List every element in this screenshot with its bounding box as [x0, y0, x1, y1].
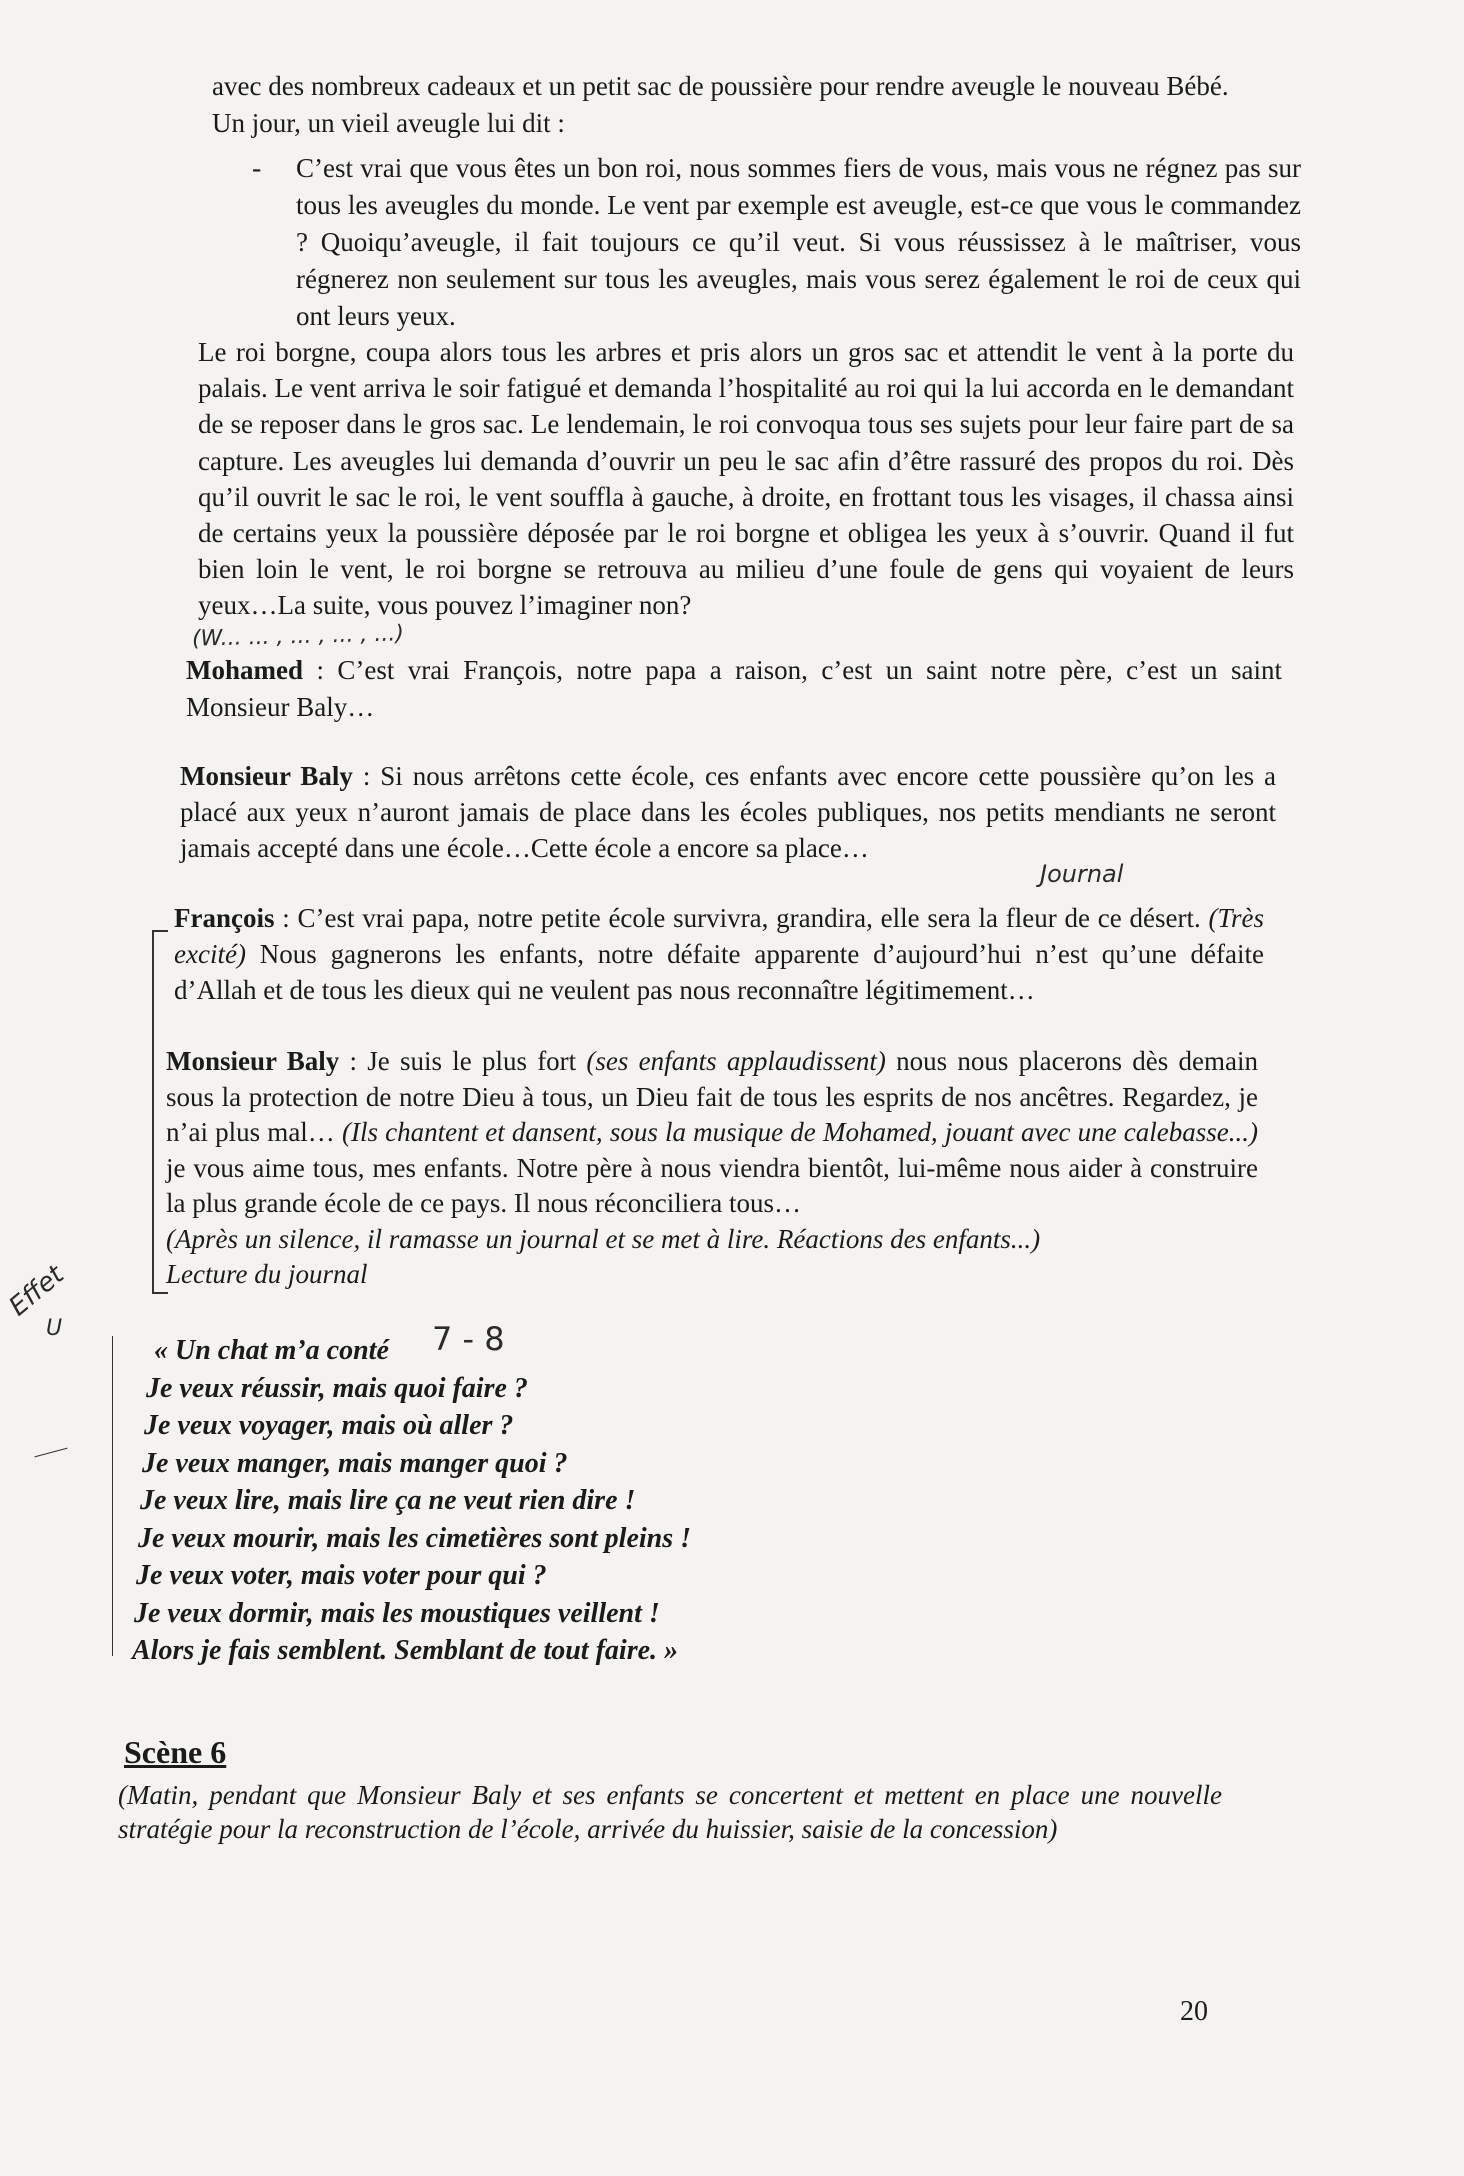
poem-line: Je veux dormir, mais les moustiques veillent !: [134, 1597, 660, 1629]
baly-line-2c: je vous aime tous, mes enfants. Notre père à nous viendra bientôt, lui-même nous aider à construire la plus grande école de ce pays. Il nous réconciliera tous…: [166, 1152, 1258, 1218]
bracket-tick-top: [152, 930, 168, 932]
poem-line: Je veux réussir, mais quoi faire ?: [146, 1372, 528, 1404]
poem-line: Alors je fais semblent. Semblant de tout faire. »: [132, 1635, 679, 1666]
stage-direction: (ses enfants applaudissent): [586, 1046, 886, 1076]
handwritten-effect: Effet: [3, 1259, 70, 1323]
scene-title: Scène 6: [124, 1734, 227, 1770]
stage-direction: (Très excité): [174, 903, 1264, 969]
stage-direction: (Ils chantent et dansent, sous la musique de Mohamed, jouant avec une calebasse...): [341, 1117, 1258, 1147]
speaker-francois: François: [174, 903, 275, 933]
handwritten-journal: Journal: [1040, 860, 1124, 888]
handwritten-7-8: 7 - 8: [432, 1320, 505, 1358]
poem-line: Je veux mourir, mais les cimetières sont pleins !: [138, 1522, 692, 1554]
mohamed-line: : C’est vrai François, notre papa a raison, c’est un saint notre père, c’est un saint Monsieur Baly…: [186, 655, 1282, 722]
francois-line-2: Nous gagnerons les enfants, notre défaite apparente d’aujourd’hui n’est qu’une défaite d’Allah et de tous les dieux qui ne veulent pas nous reconnaître légitimement…: [174, 939, 1264, 1005]
intro-line: avec des nombreux cadeaux et un petit sac de poussière pour rendre aveugle le nouveau Bébé.: [212, 71, 1229, 101]
poem-block: [132, 1332, 832, 1670]
dialogue-baly-2: [166, 1044, 1258, 1293]
margin-bracket-2: [112, 1336, 113, 1656]
francois-line-1: : C’est vrai papa, notre petite école survivra, grandira, elle sera la fleur de ce désert.: [274, 903, 1209, 933]
paragraph-intro: [212, 68, 1312, 142]
stage-direction: (Après un silence, il ramasse un journal et se met à lire. Réactions des enfants...): [166, 1223, 1041, 1254]
intro-line-2: Un jour, un vieil aveugle lui dit :: [212, 108, 565, 138]
margin-bracket-1: [152, 930, 154, 1294]
dialogue-francois: [174, 900, 1264, 1008]
speaker-baly: Monsieur Baly: [180, 761, 353, 791]
margin-dash: [34, 1448, 67, 1458]
baly-line-2b: nous nous placerons dès demain sous la protection de notre Dieu à tous, un Dieu fait de tous les esprits de nos ancêtres. Regardez, je n’ai plus mal…: [166, 1046, 1258, 1147]
blind-man-quote: C’est vrai que vous êtes un bon roi, nous sommes fiers de vous, mais vous ne régnez pas sur tous les aveugles du monde. Le vent par exemple est aveugle, est-ce que vous le commandez ? Quoiqu’aveugle, il fait toujours ce qu’il veut. Si vous réussissez à le maîtriser, vous régnerez non seulement sur tous les aveugles, mais vous serez également le roi de ceux qui ont leurs yeux.: [296, 153, 1301, 331]
baly-line-2a: : Je suis le plus fort: [339, 1046, 587, 1076]
poem-line: Je veux voyager, mais où aller ?: [144, 1410, 514, 1441]
poem-line: « Un chat m’a conté: [154, 1335, 389, 1366]
poem-line: Je veux lire, mais lire ça ne veut rien dire !: [140, 1485, 636, 1516]
page-number: 20: [1180, 1996, 1208, 2027]
stage-direction: Lecture du journal: [166, 1259, 368, 1289]
baly-line-1: : Si nous arrêtons cette école, ces enfants avec encore cette poussière qu’on les a placé aux yeux n’auront jamais de place dans les écoles publiques, nos petits mendiants ne seront jamais accepté dans une école…Cette école a encore sa place…: [180, 761, 1276, 863]
poem-line: Je veux manger, mais manger quoi ?: [142, 1447, 568, 1479]
dialogue-baly-1: [180, 758, 1276, 866]
bullet-mark: -: [252, 153, 262, 184]
dialogue-mohamed: [186, 652, 1282, 726]
handwritten-note: (W... ... , ... , ... , ...): [191, 621, 405, 652]
poem-line: Je veux voter, mais voter pour qui ?: [136, 1560, 547, 1591]
scene-stage-direction: (Matin, pendant que Monsieur Baly et ses enfants se concertent et mettent en place une nouvelle stratégie pour la reconstruction de l’école, arrivée du huissier, saisie de la concession): [118, 1780, 1222, 1844]
speaker-mohamed: Mohamed: [186, 655, 303, 685]
handwritten-u: U: [46, 1316, 63, 1341]
speaker-baly-2: Monsieur Baly: [166, 1046, 340, 1076]
paragraph-king: Le roi borgne, coupa alors tous les arbres et pris alors un gros sac et attendit le vent à la porte du palais. Le vent arriva le soir fatigué et demanda l’hospitalité au roi qui la lui accorda en le demandant de se reposer dans le gros sac. Le lendemain, le roi convoqua tous ses sujets pour leur faire part de sa capture. Les aveugles lui demanda d’ouvrir un peu le sac afin d’être rassuré des propos du roi. Dès qu’il ouvrit le sac le roi, le vent souffla à gauche, à droite, en frottant tous les visages, il chassa ainsi de certains yeux la poussière déposée par le roi borgne et obligea les yeux à s’ouvrir. Quand il fut bien loin le vent, le roi borgne se retrouva au milieu d’une foule de gens qui voyaient de leurs yeux…La suite, vous pouvez l’imaginer non?: [198, 337, 1294, 621]
